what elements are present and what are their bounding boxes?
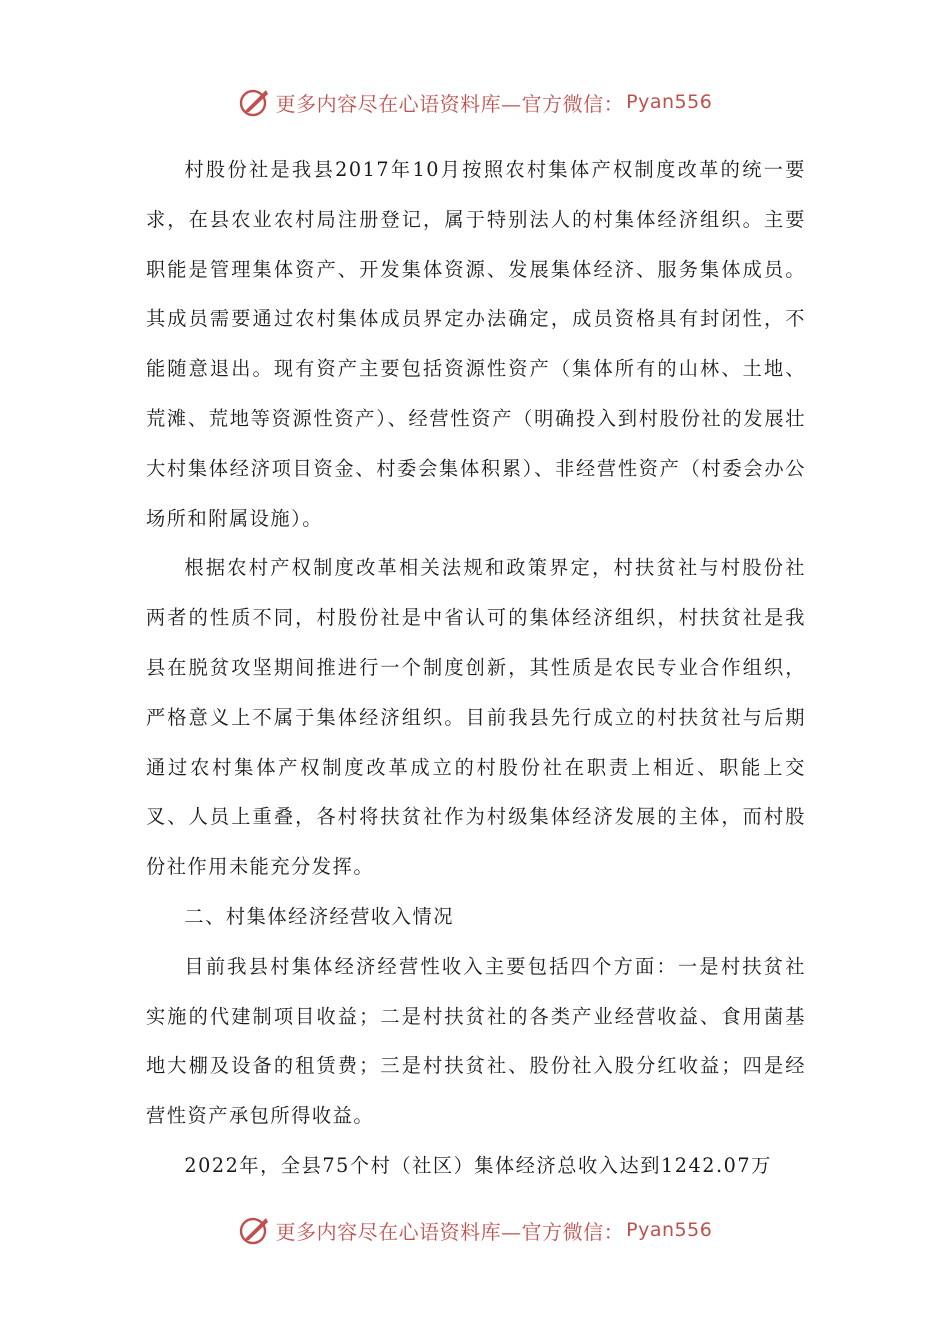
quill-logo-icon — [238, 1213, 272, 1247]
document-body — [146, 145, 806, 1191]
banner-wechat-id: Pyan556 — [626, 91, 713, 113]
paragraph-income-sources: 目前我县村集体经济经营性收入主要包括四个方面：一是村扶贫社实施的代建制项目收益；二是村扶贫社的各类产业经营收益、食用菌基地大棚及设备的租赁费；三是村扶贫社、股份社入股分红收益；四是经营性资产承包所得收益。 — [146, 954, 806, 1128]
header-watermark-banner — [0, 80, 950, 124]
paragraph-2022-income: 2022年，全县75个村（社区）集体经济总收入达到1242.07万 — [184, 1153, 772, 1177]
quill-logo-icon — [238, 85, 272, 119]
banner-text: 更多内容尽在心语资料库—官方微信： — [275, 1219, 625, 1244]
section-heading-income: 二、村集体经济经营收入情况 — [184, 904, 454, 928]
banner-wechat-id: Pyan556 — [626, 1219, 713, 1241]
paragraph-collective-share-society: 村股份社是我县2017年10月按照农村集体产权制度改革的统一要求，在县农业农村局注册登记，属于特别法人的村集体经济组织。主要职能是管理集体资产、开发集体资源、发展集体经济、服务集体成员。其成员需要通过农村集体成员界定办法确定，成员资格具有封闭性，不能随意退出。现有资产主要包括资源性资产（集体所有的山林、土地、荒滩、荒地等资源性资产）、经营性资产（明确投入到村股份社的发展壮大村集体经济项目资金、村委会集体积累）、非经营性资产（村委会办公场所和附属设施）。 — [146, 158, 806, 530]
paragraph-poverty-alleviation-society: 根据农村产权制度改革相关法规和政策界定，村扶贫社与村股份社两者的性质不同，村股份社是中省认可的集体经济组织，村扶贫社是我县在脱贫攻坚期间推进行一个制度创新，其性质是农民专业合作组织，严格意义上不属于集体经济组织。目前我县先行成立的村扶贫社与后期通过农村集体产权制度改革成立的村股份社在职责上相近、职能上交叉、人员上重叠，各村将扶贫社作为村级集体经济发展的主体，而村股份社作用未能充分发挥。 — [146, 556, 806, 879]
banner-text: 更多内容尽在心语资料库—官方微信： — [275, 91, 625, 116]
footer-watermark-banner — [0, 1208, 950, 1252]
